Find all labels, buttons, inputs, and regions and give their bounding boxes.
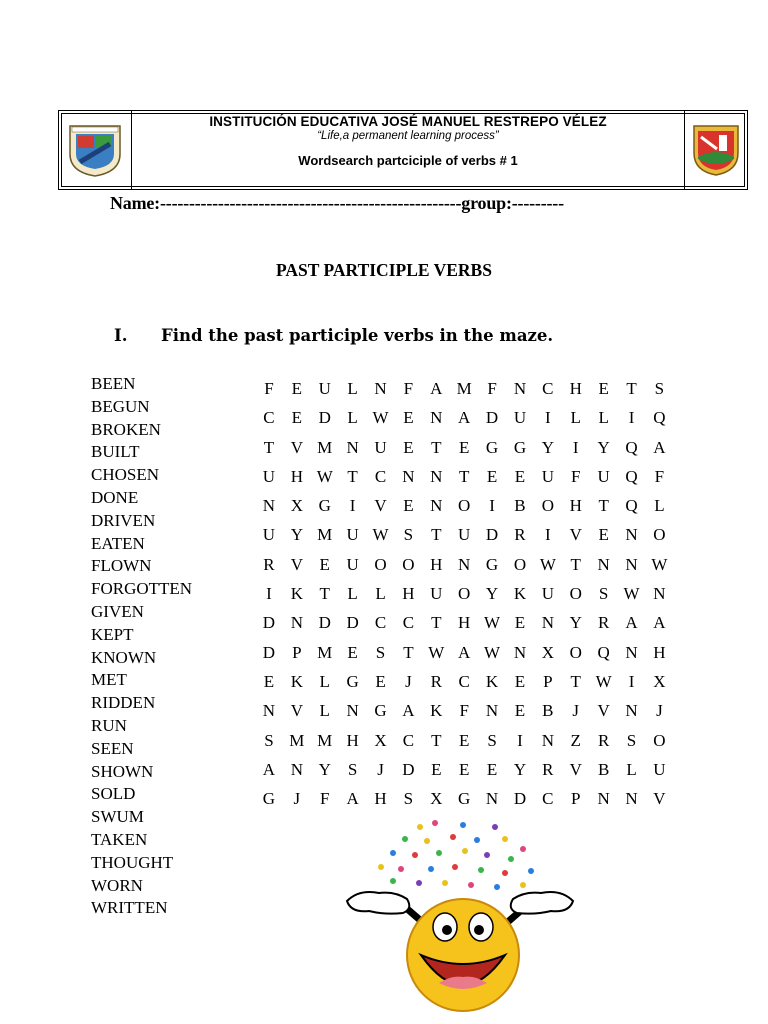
grid-letter: N <box>625 525 638 545</box>
grid-letter: X <box>430 789 443 809</box>
grid-letter: Y <box>541 437 554 457</box>
grid-letter: Y <box>513 759 527 779</box>
instruction-number: I. <box>114 326 128 345</box>
grid-letter: E <box>514 701 526 721</box>
grid-letter: Y <box>318 759 331 779</box>
grid-letter: P <box>571 789 581 809</box>
grid-letter: H <box>374 789 387 809</box>
instruction-text: Find the past participle verbs in the maze. <box>161 326 554 345</box>
word-list-item: SWUM <box>91 807 144 827</box>
grid-letter: J <box>572 701 580 721</box>
grid-letter: H <box>346 730 359 750</box>
grid-letter: G <box>485 554 499 574</box>
grid-letter: G <box>485 437 499 457</box>
grid-letter: W <box>651 554 668 574</box>
grid-letter: E <box>291 379 303 398</box>
grid-letter: Z <box>570 730 581 750</box>
grid-letter: L <box>347 584 358 604</box>
word-list-item: FLOWN <box>91 556 152 576</box>
grid-letter: X <box>653 671 666 691</box>
name-group-line: Name:----------------------------------------------------group:--------- <box>110 193 564 213</box>
word-list-item: WRITTEN <box>91 898 168 918</box>
grid-letter: I <box>628 671 635 691</box>
grid-letter: G <box>374 701 387 721</box>
grid-letter: C <box>402 613 415 633</box>
grid-letter: T <box>263 437 275 457</box>
grid-letter: W <box>623 584 640 604</box>
grid-letter: E <box>598 525 609 545</box>
grid-letter: R <box>597 613 610 633</box>
word-list-item: WORN <box>91 875 143 895</box>
grid-letter: U <box>653 759 666 779</box>
grid-letter: B <box>597 759 610 779</box>
grid-letter: T <box>431 730 442 750</box>
grid-letter: O <box>374 554 387 574</box>
grid-letter: O <box>402 554 415 574</box>
grid-letter: P <box>543 671 553 691</box>
grid-letter: V <box>597 701 610 721</box>
grid-letter: K <box>430 701 443 721</box>
grid-letter: U <box>513 408 527 428</box>
grid-letter: A <box>262 759 276 779</box>
grid-letter: D <box>485 525 499 545</box>
grid-letter: Q <box>653 408 666 428</box>
grid-letter: E <box>458 437 470 457</box>
grid-letter: Q <box>625 466 638 486</box>
grid-letter: N <box>625 554 638 574</box>
grid-letter: O <box>458 584 471 604</box>
word-list-item: SOLD <box>91 784 136 804</box>
grid-letter: W <box>372 525 389 545</box>
grid-letter: S <box>598 584 609 604</box>
grid-letter: D <box>402 759 415 779</box>
grid-letter: Q <box>625 437 638 457</box>
grid-letter: W <box>428 642 445 662</box>
grid-letter: J <box>405 671 412 691</box>
instruction <box>114 326 553 345</box>
grid-letter: N <box>290 613 303 633</box>
grid-letter: X <box>290 496 303 516</box>
grid-letter: H <box>290 466 303 486</box>
grid-letter: F <box>654 466 665 486</box>
word-list-item: MET <box>91 670 127 690</box>
grid-letter: K <box>290 671 303 691</box>
grid-letter: S <box>403 789 414 809</box>
grid-letter: S <box>487 730 497 750</box>
grid-letter: K <box>290 584 303 604</box>
right-logo-cell <box>684 111 747 189</box>
grid-letter: N <box>597 554 610 574</box>
grid-letter: N <box>513 379 527 398</box>
grid-letter: A <box>458 408 471 428</box>
word-list-item: BUILT <box>91 442 140 462</box>
word-list-item: CHOSEN <box>91 465 160 485</box>
grid-letter: L <box>319 701 330 721</box>
grid-letter: P <box>292 642 302 662</box>
grid-letter: J <box>293 789 301 809</box>
grid-letter: E <box>263 671 275 691</box>
school-shield-icon <box>66 122 124 178</box>
grid-letter: L <box>598 408 609 428</box>
grid-letter: S <box>654 379 665 398</box>
word-list-item: DONE <box>91 487 139 507</box>
grid-letter: O <box>569 642 582 662</box>
grid-letter: T <box>598 496 609 516</box>
grid-letter: W <box>484 613 501 633</box>
grid-letter: I <box>545 408 551 428</box>
grid-letter: N <box>402 466 415 486</box>
grid-letter: D <box>262 642 276 662</box>
grid-letter: N <box>374 379 387 398</box>
grid-letter: L <box>570 408 581 428</box>
grid-letter: O <box>458 496 471 516</box>
grid-letter: X <box>374 730 387 750</box>
grid-letter: N <box>541 613 554 633</box>
grid-letter: V <box>569 525 582 545</box>
institution-name: INSTITUCIÓN EDUCATIVA JOSÉ MANUEL RESTREPO VÉLEZ <box>209 114 607 129</box>
grid-letter: C <box>402 730 415 750</box>
grid-letter: E <box>514 613 526 633</box>
left-logo-cell <box>59 111 132 189</box>
grid-letter: U <box>458 525 471 545</box>
grid-letter: N <box>346 437 359 457</box>
word-list-item: DRIVEN <box>91 510 156 530</box>
grid-letter: S <box>264 730 274 750</box>
grid-letter: D <box>262 613 276 633</box>
grid-letter: B <box>514 496 526 516</box>
grid-letter: N <box>485 701 499 721</box>
grid-letter: U <box>318 379 331 398</box>
grid-letter: M <box>317 525 333 545</box>
grid-letter: E <box>319 554 330 574</box>
grid-letter: E <box>375 671 386 691</box>
word-list <box>91 373 192 920</box>
grid-letter: Q <box>597 642 610 662</box>
grid-letter: U <box>597 466 610 486</box>
grid-letter: R <box>597 730 610 750</box>
grid-letter: H <box>569 379 582 398</box>
grid-letter: N <box>430 408 443 428</box>
grid-letter: N <box>485 789 499 809</box>
grid-letter: E <box>598 379 609 398</box>
grid-letter: H <box>569 496 582 516</box>
grid-letter: E <box>486 759 498 779</box>
grid-letter: A <box>458 642 471 662</box>
grid-letter: O <box>569 584 582 604</box>
grid-letter: F <box>487 379 497 398</box>
grid-letter: M <box>317 730 333 750</box>
grid-letter: E <box>514 466 526 486</box>
grid-letter: W <box>372 408 389 428</box>
grid-letter: G <box>262 789 276 809</box>
grid-letter: X <box>541 642 554 662</box>
grid-letter: V <box>290 554 303 574</box>
word-list-item: RIDDEN <box>91 693 156 713</box>
grid-letter: N <box>346 701 359 721</box>
grid-letter: T <box>431 437 442 457</box>
grid-letter: N <box>262 496 276 516</box>
grid-letter: N <box>290 759 303 779</box>
grid-letter: N <box>262 701 276 721</box>
header-box <box>58 110 748 190</box>
grid-letter: O <box>653 525 666 545</box>
grid-letter: F <box>319 789 330 809</box>
grid-letter: N <box>541 730 554 750</box>
grid-letter: U <box>346 554 359 574</box>
word-list-item: SHOWN <box>91 761 154 781</box>
grid-letter: Q <box>625 496 638 516</box>
grid-letter: D <box>513 789 527 809</box>
grid-letter: C <box>542 379 554 398</box>
grid-letter: D <box>318 613 331 633</box>
grid-letter: T <box>403 642 414 662</box>
worksheet-subtitle: Wordsearch partciciple of verbs # 1 <box>298 153 518 168</box>
grid-letter: R <box>430 671 442 691</box>
grid-letter: L <box>347 379 358 398</box>
grid-letter: C <box>374 613 387 633</box>
grid-letter: R <box>542 759 554 779</box>
grid-letter: H <box>402 584 415 604</box>
grid-letter: Y <box>597 437 610 457</box>
grid-letter: T <box>347 466 358 486</box>
letter-grid <box>255 379 673 818</box>
grid-letter: W <box>595 671 612 691</box>
grid-letter: D <box>318 408 331 428</box>
grid-letter: A <box>430 379 443 398</box>
grid-letter: B <box>542 701 554 721</box>
grid-letter: E <box>514 671 526 691</box>
grid-letter: V <box>290 437 303 457</box>
grid-letter: L <box>654 496 665 516</box>
grid-letter: V <box>290 701 303 721</box>
page-title: PAST PARTICIPLE VERBS <box>276 260 492 280</box>
grid-letter: E <box>403 408 414 428</box>
grid-letter: Y <box>569 613 582 633</box>
grid-letter: H <box>430 554 443 574</box>
smiley-confetti-icon <box>335 815 585 1015</box>
grid-letter: I <box>517 730 523 750</box>
grid-letter: D <box>485 408 499 428</box>
grid-letter: S <box>403 525 414 545</box>
grid-letter: J <box>656 701 663 721</box>
grid-letter: E <box>486 466 498 486</box>
grid-letter: L <box>347 408 358 428</box>
grid-letter: L <box>319 671 330 691</box>
word-list-item: GIVEN <box>91 601 144 621</box>
grid-letter: A <box>402 701 415 721</box>
grid-letter: W <box>539 554 556 574</box>
grid-letter: N <box>597 789 610 809</box>
grid-letter: I <box>266 584 272 604</box>
grid-letter: S <box>375 642 386 662</box>
grid-letter: G <box>458 789 471 809</box>
grid-letter: M <box>317 437 333 457</box>
word-list-item: THOUGHT <box>91 852 174 872</box>
grid-letter: T <box>431 613 442 633</box>
word-list-item: FORGOTTEN <box>91 579 193 599</box>
grid-letter: N <box>513 642 527 662</box>
grid-letter: M <box>289 730 305 750</box>
grid-letter: K <box>513 584 527 604</box>
grid-letter: G <box>346 671 359 691</box>
grid-letter: V <box>569 759 582 779</box>
word-list-item: BEGUN <box>91 396 150 416</box>
school-crest-icon <box>691 123 741 177</box>
grid-letter: T <box>319 584 330 604</box>
word-list-item: EATEN <box>91 533 145 553</box>
grid-letter: A <box>625 613 638 633</box>
motto: “Life,a permanent learning process” <box>317 130 499 142</box>
grid-letter: N <box>430 466 443 486</box>
grid-letter: R <box>263 554 275 574</box>
grid-letter: A <box>653 437 666 457</box>
grid-letter: G <box>318 496 331 516</box>
grid-letter: H <box>653 642 666 662</box>
grid-letter: T <box>570 671 581 691</box>
grid-letter: T <box>431 525 442 545</box>
word-list-item: TAKEN <box>91 829 148 849</box>
grid-letter: W <box>316 466 333 486</box>
grid-letter: L <box>375 584 386 604</box>
grid-letter: E <box>431 759 442 779</box>
grid-letter: W <box>484 642 501 662</box>
grid-letter: S <box>347 759 358 779</box>
grid-letter: E <box>403 437 414 457</box>
grid-letter: N <box>653 584 666 604</box>
confetti <box>378 820 534 890</box>
grid-letter: F <box>264 379 274 398</box>
word-list-item: BEEN <box>91 374 136 393</box>
grid-letter: N <box>430 496 443 516</box>
word-list-item: KEPT <box>91 624 134 644</box>
grid-letter: U <box>262 466 276 486</box>
grid-letter: K <box>485 671 499 691</box>
grid-letter: N <box>625 789 638 809</box>
grid-letter: D <box>346 613 359 633</box>
grid-letter: A <box>653 613 666 633</box>
grid-letter: U <box>541 466 554 486</box>
grid-letter: F <box>403 379 414 398</box>
grid-letter: F <box>459 701 469 721</box>
grid-letter: A <box>346 789 359 809</box>
grid-letter: O <box>541 496 554 516</box>
grid-letter: U <box>374 437 387 457</box>
grid-letter: I <box>489 496 495 516</box>
grid-letter: C <box>374 466 387 486</box>
grid-letter: I <box>349 496 356 516</box>
word-list-item: KNOWN <box>91 647 157 667</box>
grid-letter: N <box>458 554 471 574</box>
grid-letter: T <box>626 379 637 398</box>
grid-letter: M <box>456 379 472 398</box>
word-list-item: BROKEN <box>91 419 161 439</box>
grid-letter: F <box>571 466 581 486</box>
header-text <box>132 111 684 189</box>
grid-letter: J <box>377 759 384 779</box>
grid-letter: N <box>625 642 638 662</box>
grid-letter: L <box>626 759 637 779</box>
grid-letter: T <box>458 466 470 486</box>
grid-letter: O <box>513 554 527 574</box>
grid-letter: E <box>403 496 414 516</box>
grid-letter: Y <box>485 584 499 604</box>
grid-letter: R <box>514 525 526 545</box>
grid-letter: E <box>458 759 470 779</box>
word-list-item: RUN <box>91 715 127 735</box>
grid-letter: C <box>263 408 275 428</box>
grid-letter: M <box>317 642 333 662</box>
grid-letter: U <box>430 584 443 604</box>
grid-letter: C <box>542 789 554 809</box>
grid-letter: U <box>541 584 554 604</box>
grid-letter: U <box>346 525 359 545</box>
grid-letter: O <box>653 730 666 750</box>
grid-letter: E <box>347 642 358 662</box>
grid-letter: C <box>458 671 470 691</box>
grid-letter: Y <box>290 525 303 545</box>
grid-letter: I <box>572 437 579 457</box>
grid-letter: S <box>626 730 637 750</box>
grid-letter: V <box>374 496 387 516</box>
grid-letter: H <box>458 613 471 633</box>
grid-letter: I <box>628 408 635 428</box>
grid-letter: G <box>513 437 527 457</box>
grid-letter: V <box>653 789 666 809</box>
grid-letter: U <box>262 525 276 545</box>
grid-letter: N <box>625 701 638 721</box>
grid-letter: T <box>570 554 581 574</box>
grid-letter: E <box>291 408 303 428</box>
grid-letter: I <box>545 525 551 545</box>
word-list-item: SEEN <box>91 738 134 758</box>
grid-letter: E <box>458 730 470 750</box>
